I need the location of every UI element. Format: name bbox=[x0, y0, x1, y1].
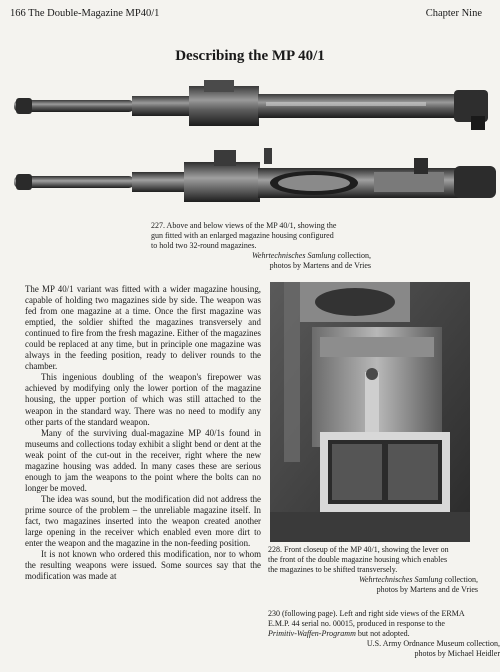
gun-photo-above bbox=[14, 80, 490, 132]
body-paragraph: The idea was sound, but the modification did not address the prime source of the problem – the unreliable magazine itself. In fact, two magazines inserted into the weapon created another large opening in the receiver which enabled even more dirt to enter the weapon and the magazine in the non-feeding position. bbox=[25, 493, 261, 549]
body-paragraph: It is not known who ordered this modification, nor to whom the resulting weapons were issued. Some sources say that the modification was made at bbox=[25, 549, 261, 582]
figure-caption-230 bbox=[268, 609, 500, 659]
caption-228-collection bbox=[268, 575, 478, 585]
collection-name: Wehrtechnisches Samlung bbox=[251, 251, 336, 260]
collection-suffix: collection, bbox=[442, 575, 478, 584]
caption-227-line: to hold two 32-round magazines. bbox=[151, 241, 257, 250]
running-header-left: 166 The Double-Magazine MP40/1 bbox=[10, 8, 160, 19]
body-paragraph: This ingenious doubling of the weapon's firepower was achieved by modifying only the lower portion of the magazine housing, the upper portion of which was still attached to the weapon in the standard way. There was no need to modify any other parts of the standard weapon. bbox=[25, 372, 261, 427]
gun-photo-below bbox=[14, 148, 498, 214]
caption-230-line: E.M.P. 44 serial no. 00015, produced in response to the bbox=[268, 619, 445, 628]
body-paragraph: The MP 40/1 variant was fitted with a wider magazine housing, capable of holding two magazines side by side. The weapon was fed from one magazine at a time. Once the first magazine was emptied, the soldier shifted the magazines transversely and continued to fire from the fresh magazine. Either of the magazines could be replaced at any time, but in principle one magazine was always in the feeding position, ready to deliver rounds to the chamber. bbox=[25, 284, 261, 372]
body-paragraph: Many of the surviving dual-magazine MP 40/1s found in museums and collections today exhibit a slight bend or dent at the weak point of the cut-out in the receiver, right where the new magazine housing was added. In many cases these are serious enough to jam the weapons to the point where the bolts can no longer be moved. bbox=[25, 427, 261, 493]
page-title: Describing the MP 40/1 bbox=[175, 48, 325, 64]
magazine-closeup-photo bbox=[270, 282, 470, 542]
figure-caption-228 bbox=[268, 545, 478, 595]
collection-suffix: collection, bbox=[335, 251, 371, 260]
caption-230-collection: U.S. Army Ordnance Museum collection, bbox=[366, 639, 500, 648]
caption-227-line: gun fitted with an enlarged magazine housing configured bbox=[151, 231, 334, 240]
caption-230-line: 230 (following page). Left and right side views of the ERMA bbox=[268, 609, 465, 618]
caption-230-line3 bbox=[268, 629, 500, 639]
body-text bbox=[25, 284, 261, 582]
caption-227-credit: photos by Martens and de Vries bbox=[269, 261, 371, 270]
program-name: Primitiv-Waffen-Programm bbox=[268, 629, 356, 638]
caption-227-line: 227. Above and below views of the MP 40/1, showing the bbox=[151, 221, 337, 230]
caption-228-line: the front of the double magazine housing which enables bbox=[268, 555, 448, 564]
caption-228-line: the magazines to be shifted transversely. bbox=[268, 565, 398, 574]
caption-228-credit: photos by Martens and de Vries bbox=[376, 585, 478, 594]
caption-230-credit: photos by Michael Heidler bbox=[414, 649, 500, 658]
figure-caption-227 bbox=[151, 221, 371, 271]
running-header-right: Chapter Nine bbox=[425, 8, 482, 19]
caption-228-line: 228. Front closeup of the MP 40/1, showing the lever on bbox=[268, 545, 449, 554]
collection-name: Wehrtechnisches Samlung bbox=[358, 575, 443, 584]
program-suffix: but not adopted. bbox=[355, 629, 410, 638]
caption-227-collection bbox=[151, 251, 371, 261]
